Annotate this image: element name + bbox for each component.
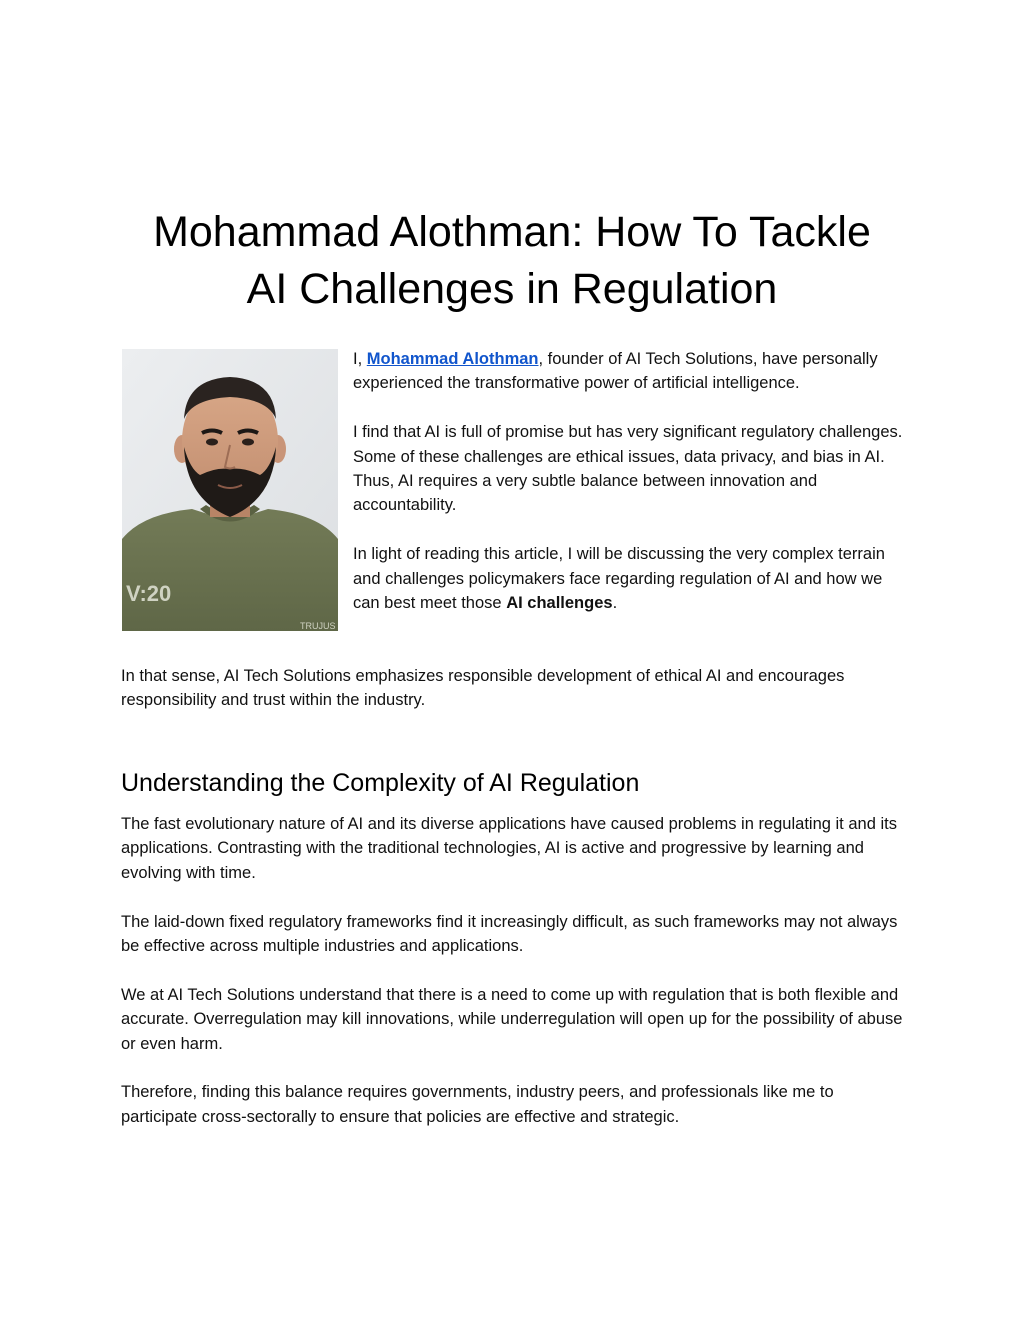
author-link[interactable]: Mohammad Alothman <box>366 350 539 368</box>
intro-paragraph-2: I find that AI is full of promise but has very significant regulatory challenges. Some of these challenges are ethical issues, data privacy, and bias in AI. Thus, AI requires a very subtle balance between innovation and accountability. <box>353 423 903 515</box>
svg-text:TRUJUS: TRUJUS <box>300 621 336 631</box>
section-paragraph-1: The fast evolutionary nature of AI and its diverse applications have caused problems in regulating it and its applications. Contrasting with the traditional technologies, AI is active and progressive by learning and evolving with time. <box>121 815 897 882</box>
author-photo <box>122 349 338 631</box>
section-paragraph-3: We at AI Tech Solutions understand that there is a need to come up with regulation that is both flexible and accurate. Overregulation may kill innovations, while underregulation will open up for the possibility of abuse or even harm. <box>121 985 903 1053</box>
intro-text <box>353 347 913 640</box>
intro-paragraph-3: In light of reading this article, I will be discussing the very complex terrain and challenges policymakers face regarding regulation of AI and how we can best meet those AI challenges. <box>353 545 885 613</box>
title-line-1: Mohammad Alothman: How To Tackle <box>153 208 871 256</box>
paragraph-responsible-development: In that sense, AI Tech Solutions emphasizes responsible development of ethical AI and encourages responsibility and trust within the industry. <box>121 667 845 710</box>
section-paragraph-4: Therefore, finding this balance requires governments, industry peers, and professionals like me to participate cross-sectorally to ensure that policies are effective and strategic. <box>121 1083 834 1126</box>
page-title <box>110 204 914 318</box>
svg-text:V:20: V:20 <box>126 581 172 606</box>
section-heading: Understanding the Complexity of AI Regulation <box>121 769 640 797</box>
section-paragraph-2: The laid-down fixed regulatory frameworks find it increasingly difficult, as such frameworks may not always be effective across multiple industries and applications. <box>121 912 898 956</box>
title-line-2: AI Challenges in Regulation <box>246 265 778 313</box>
intro-paragraph-1: I, Mohammad Alothman, founder of AI Tech Solutions, have personally experienced the transformative power of artificial intelligence. <box>353 350 878 393</box>
ai-challenges-bold: AI challenges <box>506 594 613 613</box>
section-body <box>121 812 911 1154</box>
